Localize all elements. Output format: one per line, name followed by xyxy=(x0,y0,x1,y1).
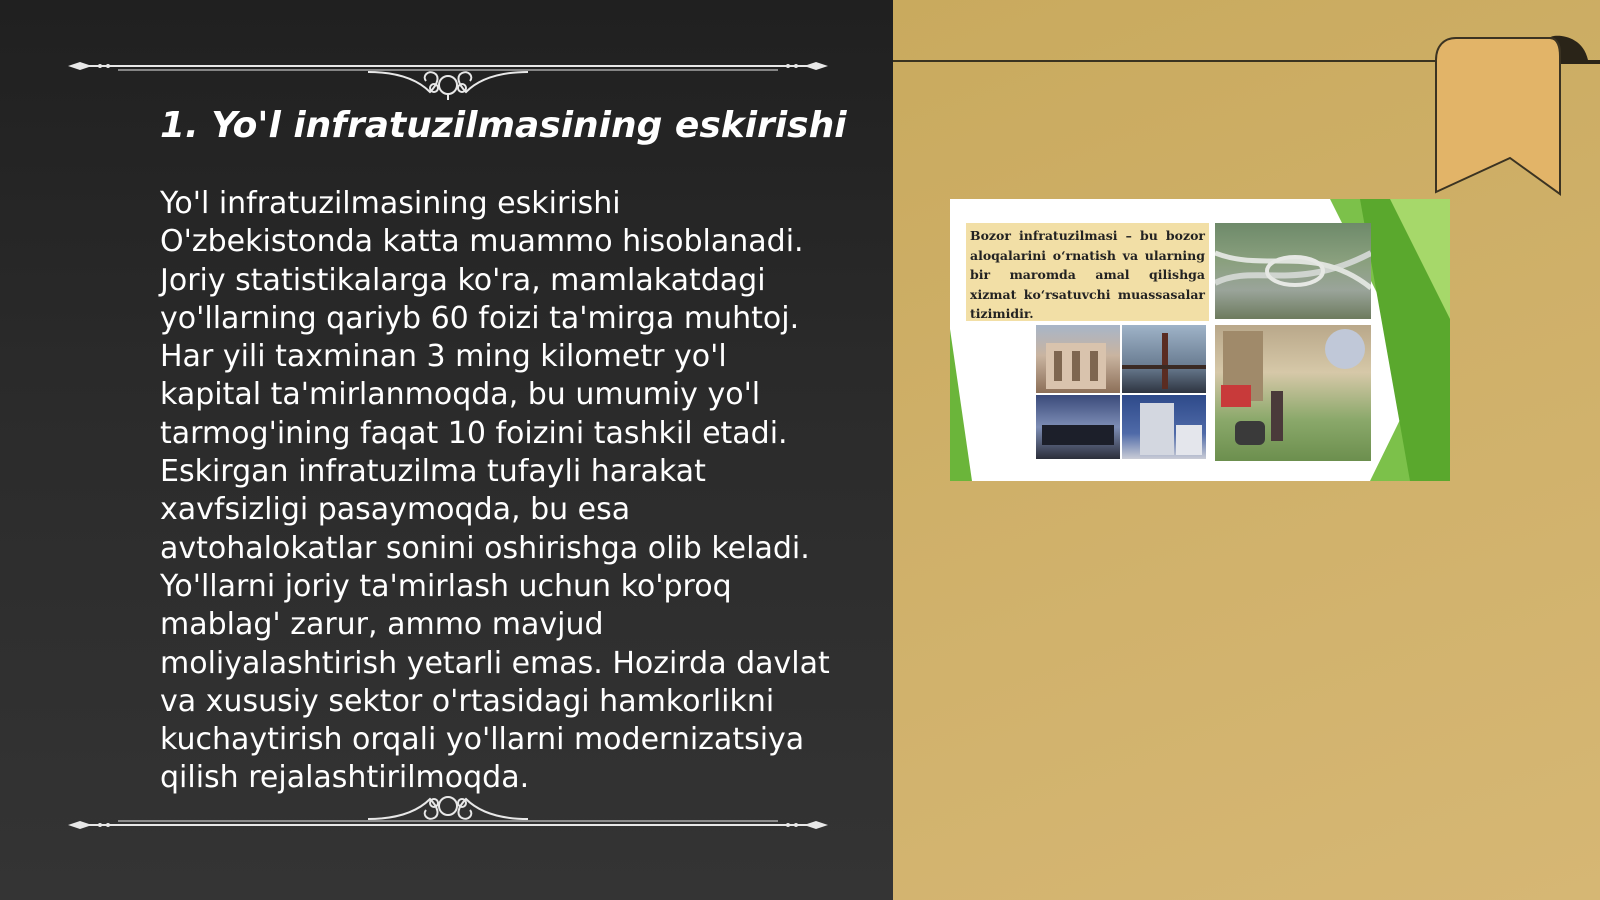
road-interchange-photo xyxy=(1215,223,1371,319)
station-photo xyxy=(1036,395,1120,459)
office-building-photo xyxy=(1122,395,1206,459)
slide-body-text: Yo'l infratuzilmasining eskirishi O'zbekistonda katta muammo hisoblanadi. Joriy statistikalarga ko'ra, mamlakatdagi yo'llarning qariyb 60 foizi ta'mirga muhtoj. Har yili taxminan 3 ming kilometr yo'l kapital ta'mirlanmoqda, bu umumiy yo'l tarmog'ining faqat 10 foizini tashkil etadi. Eskirgan infratuzilma tufayli harakat xavfsizligi pasaymoqda, bu esa avtohalokatlar sonini oshirishga olib keladi. Yo'llarni joriy ta'mirlash uchun ko'proq mablag' zarur, ammo mavjud moliyalashtirish yetarli emas. Hozirda davlat va xususiy sektor o'rtasidagi hamkorlikni kuchaytirish orqali yo'llarni modernizatsiya qilish rejalashtirilmoqda. xyxy=(160,186,830,796)
market-infrastructure-picture xyxy=(950,199,1450,481)
bottom-ornament-divider xyxy=(68,775,828,835)
slide-title: 1. Yo'l infratuzilmasining eskirishi xyxy=(160,105,847,146)
top-ornament-divider xyxy=(68,40,828,100)
bookmark-ribbon-icon xyxy=(1432,34,1600,200)
family-park-photo xyxy=(1215,325,1371,461)
building-photo xyxy=(1036,325,1120,393)
picture-caption: Bozor infratuzilmasi – bu bozor aloqalarini o‘rnatish va ularning bir maromda amal qilishga xizmat ko‘rsatuvchi muassasalar tizimidir. xyxy=(966,223,1209,321)
bridge-photo xyxy=(1122,325,1206,393)
